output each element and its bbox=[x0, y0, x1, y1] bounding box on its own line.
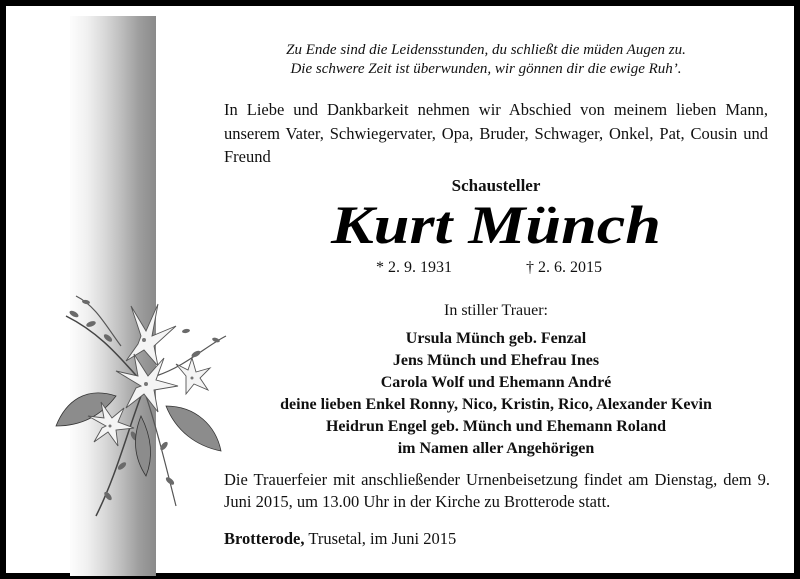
death-date: † 2. 6. 2015 bbox=[526, 259, 602, 276]
deceased-name-text: Kurt Münch bbox=[329, 195, 661, 255]
verse-line-2: Die schwere Zeit ist überwunden, wir gönnen dir die ewige Ruh’. bbox=[290, 61, 682, 77]
birth-date: * 2. 9. 1931 bbox=[376, 259, 452, 276]
mourning-label: In stiller Trauer: bbox=[444, 302, 548, 319]
verse-line-1: Zu Ende sind die Leidensstunden, du schließt die müden Augen zu. bbox=[286, 42, 686, 58]
funeral-info: Die Trauerfeier mit anschließender Urnenbeisetzung findet am Dienstag, dem 9. Juni 2015, um 13.00 Uhr in der Kirche zu Brotterode statt. bbox=[224, 470, 770, 511]
mourner-line: Heidrun Engel geb. Münch und Ehemann Roland bbox=[325, 418, 667, 435]
flower-bouquet-icon bbox=[46, 276, 236, 526]
mourner-line: Ursula Münch geb. Fenzal bbox=[405, 330, 587, 347]
place-rest: Trusetal, im Juni 2015 bbox=[304, 529, 457, 548]
mourner-line: im Namen aller Angehörigen bbox=[397, 440, 595, 457]
intro-paragraph: In Liebe und Dankbarkeit nehmen wir Abschied von meinem lieben Mann, unserem Vater, Schwiegervater, Opa, Bruder, Schwager, Onkel, Pat, Cousin und Freund bbox=[224, 100, 768, 166]
place-date-line bbox=[224, 529, 768, 549]
profession-label: Schausteller bbox=[451, 176, 541, 195]
mourners-list bbox=[224, 328, 768, 460]
place-name: Brotterode, bbox=[224, 529, 305, 548]
mourner-line: Carola Wolf und Ehemann André bbox=[380, 374, 612, 391]
mourner-line: deine lieben Enkel Ronny, Nico, Kristin, Rico, Alexander Kevin bbox=[280, 396, 712, 413]
deceased-name bbox=[224, 195, 768, 257]
verse bbox=[206, 41, 766, 79]
mourner-line: Jens Münch und Ehefrau Ines bbox=[392, 352, 600, 369]
life-dates bbox=[376, 259, 656, 277]
